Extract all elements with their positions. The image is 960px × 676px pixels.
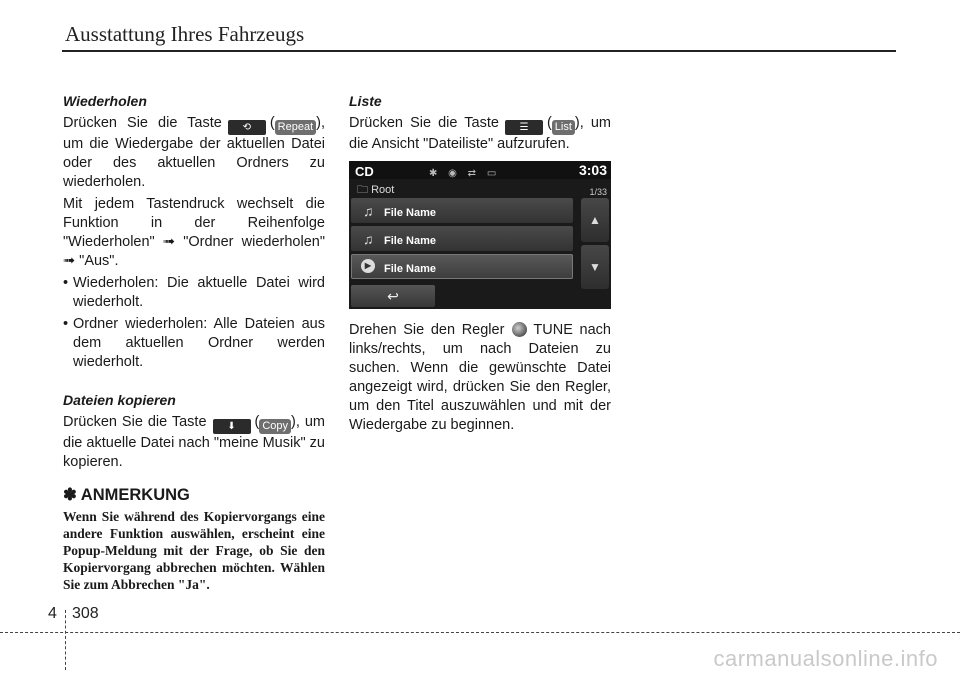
file-name: File Name bbox=[384, 207, 436, 219]
chapter-number: 4 bbox=[48, 605, 57, 622]
scroll-down-icon: ▼ bbox=[581, 245, 609, 289]
page-header-title: Ausstattung Ihres Fahrzeugs bbox=[65, 22, 305, 46]
scroll-up-icon: ▲ bbox=[581, 198, 609, 242]
file-row-playing bbox=[351, 254, 573, 279]
page-number: 308 bbox=[72, 605, 99, 622]
repeat-icon: ⟲ bbox=[228, 120, 266, 135]
list-heading: Liste bbox=[349, 93, 382, 109]
list-intro: Drücken Sie die Taste ☰ ( List ), um die Ansicht "Dateiliste" aufzurufen. bbox=[349, 115, 612, 152]
repeat-bullet-list bbox=[63, 274, 325, 372]
tune-instructions: Drehen Sie den Regler TUNE nach links/rechts, um nach Dateien zu suchen. Wenn die gewünschte Datei angezeigt wird, drücken Sie den Regler, um den Titel auszuwählen und mit der Wiedergabe zu beginnen. bbox=[349, 322, 611, 433]
header-rule bbox=[62, 50, 896, 52]
list-icon: ☰ bbox=[505, 120, 543, 135]
copy-icon: ⬇ bbox=[213, 419, 251, 434]
repeat-button-label: Repeat bbox=[275, 120, 316, 135]
copy-intro: Drücken Sie die Taste ⬇ ( Copy ), um die aktuelle Datei nach "meine Musik" zu kopieren. bbox=[63, 414, 326, 470]
footer-rule bbox=[0, 632, 960, 633]
folder-label: 🗀 Root bbox=[357, 184, 395, 196]
file-count: 1/33 bbox=[589, 187, 607, 197]
note-heading: ✽ ANMERKUNG bbox=[63, 486, 190, 504]
repeat-heading: Wiederholen bbox=[63, 93, 147, 109]
watermark: carmanualsonline.info bbox=[713, 646, 938, 671]
status-icons: ✱ ◉ ⇄ ▭ bbox=[429, 168, 501, 179]
note-text: Wenn Sie während des Kopiervorgangs eine andere Funktion auswählen, erscheint eine Popup-Meldung mit der Frage, ob Sie den Kopiervorgang abbrechen möchten. Wählen Sie zum Abbrechen "Ja". bbox=[63, 509, 325, 592]
music-note-icon: ♫ bbox=[363, 203, 374, 219]
tune-knob-icon bbox=[512, 322, 527, 337]
back-icon: ↩ bbox=[351, 285, 435, 307]
file-list-screenshot bbox=[349, 161, 611, 309]
file-name: File Name bbox=[384, 235, 436, 247]
file-row bbox=[351, 198, 573, 223]
file-name: File Name bbox=[384, 263, 436, 275]
list-item: • Wiederholen: Die aktuelle Datei wird wiederholt. bbox=[63, 274, 325, 312]
copy-heading: Dateien kopieren bbox=[63, 392, 176, 408]
copy-button-label: Copy bbox=[259, 419, 291, 434]
list-button-label: List bbox=[552, 120, 575, 135]
file-row bbox=[351, 226, 573, 251]
left-column bbox=[63, 92, 325, 593]
right-column bbox=[349, 92, 611, 438]
list-item: • Ordner wiederholen: Alle Dateien aus dem aktuellen Ordner werden wiederholt. bbox=[63, 315, 325, 372]
play-icon: ▶ bbox=[361, 259, 375, 273]
screen-source-label: CD bbox=[355, 164, 374, 179]
repeat-intro: Drücken Sie die Taste ⟲ ( Repeat ), um die Wiedergabe der aktuellen Datei oder des aktuellen Ordners zu wiederholen. bbox=[63, 115, 325, 190]
music-note-icon: ♫ bbox=[363, 231, 374, 247]
folder-icon: 🗀 bbox=[357, 184, 372, 196]
repeat-cycle-text: Mit jedem Tastendruck wechselt die Funktion in der Reihenfolge "Wiederholen" ➟ "Ordner wiederholen" ➟ "Aus". bbox=[63, 196, 325, 269]
footer-divider bbox=[65, 610, 66, 670]
screen-clock: 3:03 bbox=[578, 162, 607, 178]
